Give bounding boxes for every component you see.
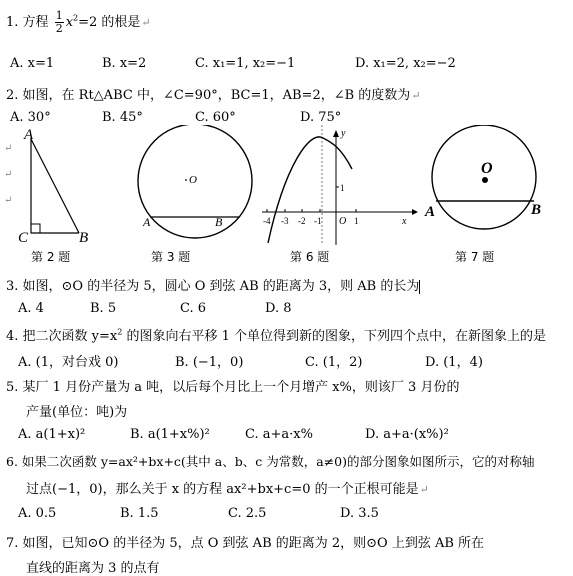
q1-option-c: C. x₁=1, x₂=−1 [195,56,296,71]
tri-label-a: A [24,127,34,143]
q1-stem [6,10,151,35]
tri-label-c: C [18,230,29,246]
q4-stem [6,325,546,344]
q6-option-d: D. 3.5 [340,506,379,521]
q4-option-a: A. (1，对台戏 0) [18,355,119,370]
graph-label-origin: O [339,216,347,227]
q1-var: x [65,15,74,30]
caption-fig6: 第 6 题 [290,250,330,264]
c3-label-b: B [215,215,223,229]
q5-stem [6,376,459,395]
q6-stem2-text: 过点(−1，0)，那么关于 x 的方程 ax²+bx+c=0 的一个正根可能是 [26,482,419,497]
q4-prefix: 4. 把二次函数 y=x [6,329,118,344]
q6-option-c: C. 2.5 [228,506,267,521]
q1-frac-num: 1 [55,9,63,22]
q1-option-d: D. x₁=2, x₂=−2 [355,56,456,71]
c3-label-o: O [189,174,197,186]
return-mark: ↵ [4,169,13,180]
c7-label-a: A [425,204,436,220]
q2-stem-text: 2. 如图，在 Rt△ABC 中，∠C=90°，BC=1，AB=2，∠B 的度数为 [6,88,411,103]
text-cursor [419,280,420,294]
q2-option-c: C. 60° [195,110,236,125]
q5-option-b: B. a(1+x%)² [130,427,210,442]
q1-option-a: A. x=1 [10,56,55,71]
caption-fig2: 第 2 题 [31,250,71,264]
graph-tick-neg3: -3 [281,216,289,226]
q4-option-c: C. (1，2) [305,355,363,370]
q5-option-a: A. a(1+x)² [18,427,86,442]
q2-option-d: D. 75° [300,110,342,125]
q2-option-a: A. 30° [10,110,51,125]
return-mark: ↵ [419,483,429,496]
q1-fraction [55,10,64,35]
q3-option-c: C. 6 [180,301,207,316]
q6-option-a: A. 0.5 [18,506,57,521]
graph-label-y: y [341,128,346,139]
q4-suffix: 的图象向右平移 1 个单位得到新的图象，下列四个点中，在新图象上的是 [122,329,547,344]
q5-option-d: D. a+a·(x%)² [365,427,449,442]
graph-tick-neg4: -4 [263,216,271,226]
q3-stem-text: 3. 如图，⊙O 的半径为 5，圆心 O 到弦 AB 的距离为 3，则 AB 的长为 [6,279,420,294]
q6-option-b: B. 1.5 [120,506,159,521]
graph-tick-neg2: -2 [298,216,306,226]
q4-exp: 2 [117,327,123,337]
circle3-figure [138,125,252,238]
q5-stem-text: 5. 某厂 1 月份产量为 a 吨，以后每个月比上一个月增产 x%，则该厂 3 月份的 [6,380,460,395]
q3-stem [6,275,420,294]
triangle-figure [18,127,88,246]
c3-label-a: A [143,215,151,229]
q6-stem [6,452,534,470]
q2-stem [6,84,421,103]
q1-frac-den: 2 [55,22,63,35]
q5-option-c: C. a+a·x% [245,427,313,442]
q7-stem [6,532,484,551]
q1-prefix: 1. 方程 [6,15,49,30]
q7-stem2-text: 直线的距离为 3 的点有 [26,561,160,576]
q3-option-a: A. 4 [18,301,44,316]
q5-stem-2 [26,401,127,420]
return-mark: ↵ [141,16,151,29]
q5-stem2-text: 产量(单位：吨)为 [26,405,128,420]
q1-suffix: =2 的根是 [78,15,141,30]
q3-option-b: B. 5 [90,301,117,316]
tri-label-b: B [79,230,89,246]
graph-label-y1: 1 [340,183,345,193]
c7-label-o: O [481,160,493,177]
return-mark: ↵ [4,143,13,154]
caption-fig7: 第 7 题 [455,250,495,264]
q7-stem-text: 7. 如图，已知⊙O 的半径为 5，点 O 到弦 AB 的距离为 2，则⊙O 上到弦 AB 所在 [6,536,485,551]
q4-option-b: B. (−1，0) [175,355,244,370]
q4-option-d: D. (1，4) [425,355,483,370]
q3-option-d: D. 8 [265,301,292,316]
return-mark: ↵ [4,195,13,206]
return-mark: ↵ [411,89,421,102]
q6-stem-text: 6. 如果二次函数 y=ax²+bx+c(其中 a、b、c 为常数，a≠0)的部分图象如图所示，它的对称轴 [6,454,535,469]
q6-stem-2 [26,478,429,497]
circle7-figure [424,125,541,229]
caption-fig3: 第 3 题 [151,250,191,264]
q1-option-b: B. x=2 [102,56,147,71]
c7-label-b: B [531,202,542,218]
graph-label-x: x [402,216,407,227]
q1-exp: 2 [73,13,79,23]
graph-tick-neg1: -1 [314,216,322,226]
parabola-figure [262,125,418,245]
figures-row [0,125,573,250]
q7-stem-2 [26,557,160,576]
q2-option-b: B. 45° [102,110,143,125]
graph-tick-pos1: 1 [354,216,359,226]
